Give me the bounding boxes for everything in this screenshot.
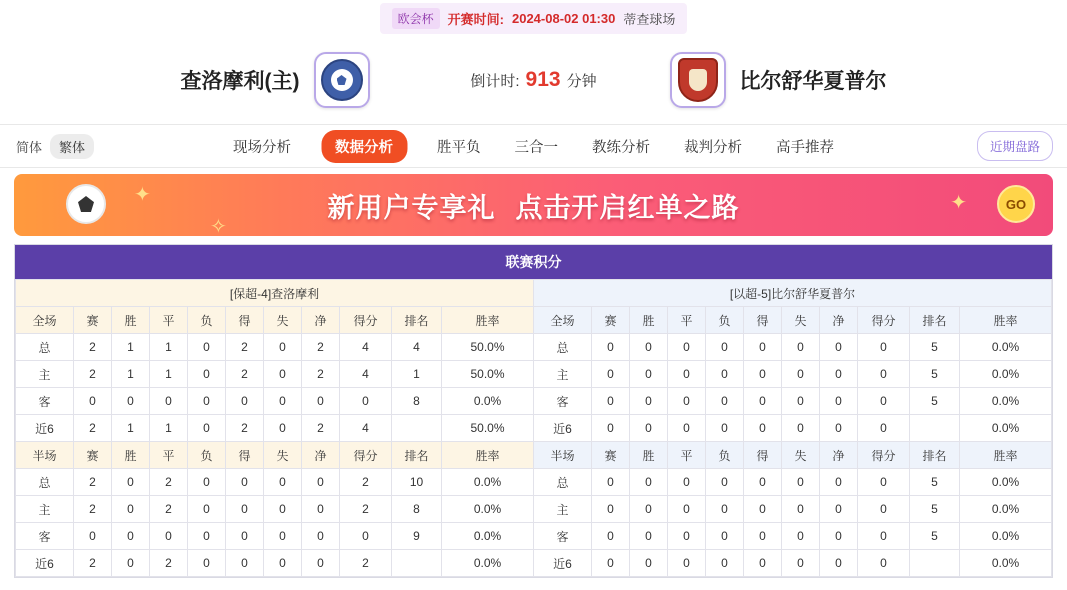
column-header: 赛 (74, 442, 112, 469)
stat-cell: 0 (668, 496, 706, 523)
table-row (16, 388, 1052, 415)
stat-cell: 0 (706, 415, 744, 442)
stat-cell: 0 (820, 550, 858, 577)
stat-cell: 50.0% (442, 415, 534, 442)
stat-cell: 0 (668, 523, 706, 550)
stat-cell: 0 (226, 523, 264, 550)
stat-cell: 0.0% (960, 334, 1052, 361)
right-team-header: [以超-5]比尔舒华夏普尔 (534, 280, 1052, 307)
row-label: 总 (534, 469, 592, 496)
stat-cell: 2 (226, 334, 264, 361)
stat-cell: 4 (340, 334, 392, 361)
stat-cell: 1 (150, 334, 188, 361)
stat-cell: 0 (820, 361, 858, 388)
column-header: 得分 (858, 307, 910, 334)
stat-cell: 0 (706, 469, 744, 496)
stat-cell: 1 (392, 361, 442, 388)
panel-title: 联赛积分 (15, 245, 1052, 279)
stat-cell: 5 (910, 388, 960, 415)
stat-cell: 0 (706, 388, 744, 415)
promo-banner[interactable] (14, 174, 1053, 236)
row-label: 近6 (534, 550, 592, 577)
column-header: 平 (150, 307, 188, 334)
sparkle-icon: ✧ (210, 216, 227, 236)
stat-cell: 2 (74, 334, 112, 361)
column-header: 负 (188, 307, 226, 334)
stat-cell: 0 (782, 334, 820, 361)
home-team-name: 查洛摩利(主) (180, 70, 300, 93)
stat-cell: 0 (630, 361, 668, 388)
column-header: 胜 (630, 307, 668, 334)
stat-cell: 0 (302, 550, 340, 577)
stat-cell: 2 (74, 550, 112, 577)
language-switcher[interactable] (14, 134, 94, 159)
tab-live-analysis[interactable]: 现场分析 (233, 139, 291, 156)
table-row (16, 523, 1052, 550)
stat-cell: 2 (302, 361, 340, 388)
stat-cell: 1 (150, 415, 188, 442)
stat-cell: 0 (782, 361, 820, 388)
column-header: 排名 (910, 307, 960, 334)
stat-cell: 0.0% (442, 496, 534, 523)
stat-cell: 0 (592, 388, 630, 415)
stat-cell: 0.0% (960, 388, 1052, 415)
promo-text-right: 点击开启红单之路 (515, 192, 740, 223)
stat-cell: 0 (858, 523, 910, 550)
stat-cell: 0 (226, 496, 264, 523)
stat-cell (392, 415, 442, 442)
countdown-label: 倒计时: (470, 73, 520, 90)
column-header: 净 (302, 442, 340, 469)
stat-cell: 0 (188, 334, 226, 361)
stat-cell: 1 (112, 415, 150, 442)
stat-cell: 0 (668, 334, 706, 361)
tab-referee-analysis[interactable]: 裁判分析 (684, 139, 742, 156)
stat-cell: 0.0% (960, 550, 1052, 577)
stat-cell: 0 (668, 469, 706, 496)
stat-cell: 5 (910, 334, 960, 361)
stat-cell: 0 (74, 523, 112, 550)
column-header: 负 (706, 307, 744, 334)
stat-cell: 0 (820, 469, 858, 496)
stat-cell: 0 (668, 415, 706, 442)
row-label: 主 (16, 361, 74, 388)
column-header: 赛 (592, 307, 630, 334)
stat-cell: 0 (226, 469, 264, 496)
row-label: 近6 (16, 550, 74, 577)
go-circle-icon[interactable]: GO (997, 185, 1035, 223)
stat-cell: 0 (188, 523, 226, 550)
stat-cell: 0 (340, 388, 392, 415)
row-label: 客 (534, 523, 592, 550)
stat-cell: 2 (340, 469, 392, 496)
row-label: 客 (534, 388, 592, 415)
stat-cell: 0 (302, 523, 340, 550)
tab-coach-analysis[interactable]: 教练分析 (592, 139, 650, 156)
stat-cell: 0 (188, 496, 226, 523)
stat-cell: 0.0% (442, 550, 534, 577)
recent-odds-button[interactable]: 近期盘路 (977, 131, 1053, 161)
stat-cell: 0 (150, 523, 188, 550)
stat-cell: 0 (188, 388, 226, 415)
stat-cell: 4 (392, 334, 442, 361)
column-header: 失 (264, 442, 302, 469)
stat-cell: 0 (264, 361, 302, 388)
column-header: 净 (820, 307, 858, 334)
stat-cell: 0 (820, 496, 858, 523)
row-label: 总 (534, 334, 592, 361)
stat-cell: 0 (264, 550, 302, 577)
column-header: 排名 (910, 442, 960, 469)
stat-cell: 0 (188, 550, 226, 577)
stat-cell: 2 (340, 550, 392, 577)
stat-cell: 0 (782, 496, 820, 523)
stat-cell: 0.0% (960, 469, 1052, 496)
stat-cell: 50.0% (442, 361, 534, 388)
column-header: 胜 (112, 442, 150, 469)
stat-cell: 0 (592, 415, 630, 442)
stat-cell: 2 (302, 415, 340, 442)
stat-cell: 0.0% (960, 415, 1052, 442)
stat-cell: 0 (112, 469, 150, 496)
row-label: 近6 (534, 415, 592, 442)
home-team[interactable] (181, 52, 370, 108)
stat-cell: 0 (592, 469, 630, 496)
column-header: 负 (188, 442, 226, 469)
stat-cell: 0 (592, 496, 630, 523)
stat-cell: 0 (592, 334, 630, 361)
stat-cell: 0 (706, 334, 744, 361)
stat-cell: 0 (302, 496, 340, 523)
stat-cell: 0 (630, 469, 668, 496)
table-row (16, 415, 1052, 442)
stat-cell: 0.0% (960, 523, 1052, 550)
row-scope-header: 全场 (534, 307, 592, 334)
stat-cell: 0 (668, 388, 706, 415)
row-scope-header: 半场 (16, 442, 74, 469)
stat-cell: 0 (226, 388, 264, 415)
stat-cell: 5 (910, 469, 960, 496)
stat-cell: 0 (264, 496, 302, 523)
stat-cell: 5 (910, 361, 960, 388)
stat-cell: 2 (74, 361, 112, 388)
stat-cell: 0.0% (442, 388, 534, 415)
stat-cell: 0 (858, 388, 910, 415)
stat-cell: 9 (392, 523, 442, 550)
stat-cell: 2 (74, 415, 112, 442)
table-row (16, 334, 1052, 361)
table-row (16, 550, 1052, 577)
stat-cell (910, 550, 960, 577)
stat-cell: 0 (630, 334, 668, 361)
tab-expert-picks[interactable]: 高手推荐 (776, 139, 834, 156)
column-header: 得 (226, 442, 264, 469)
home-team-crest-icon (314, 52, 370, 108)
row-scope-header: 半场 (534, 442, 592, 469)
stat-cell: 2 (226, 361, 264, 388)
stat-cell: 0 (782, 388, 820, 415)
stat-cell: 0 (858, 550, 910, 577)
kickoff-time: 2024-08-02 01:30 (511, 10, 616, 26)
row-label: 主 (16, 496, 74, 523)
stat-cell: 0 (858, 415, 910, 442)
stat-cell: 0 (744, 496, 782, 523)
row-label: 客 (16, 388, 74, 415)
row-scope-header: 全场 (16, 307, 74, 334)
stat-cell: 0 (112, 550, 150, 577)
stat-cell: 50.0% (442, 334, 534, 361)
row-label: 总 (16, 334, 74, 361)
stat-cell: 0 (226, 550, 264, 577)
stat-cell: 0 (820, 523, 858, 550)
stat-cell: 0 (706, 496, 744, 523)
column-header: 胜率 (960, 307, 1052, 334)
stat-cell (910, 415, 960, 442)
stat-cell (392, 550, 442, 577)
standings-table (15, 279, 1052, 577)
stat-cell: 5 (910, 496, 960, 523)
stat-cell: 5 (910, 523, 960, 550)
stat-cell: 0 (744, 469, 782, 496)
lang-traditional[interactable]: 繁体 (50, 134, 94, 159)
left-team-header: [保超-4]查洛摩利 (16, 280, 534, 307)
stat-cell: 1 (150, 361, 188, 388)
column-header: 失 (782, 442, 820, 469)
stat-cell: 0 (112, 388, 150, 415)
stat-cell: 0 (264, 388, 302, 415)
column-header: 胜率 (442, 307, 534, 334)
away-team-name: 比尔舒华夏普尔 (739, 70, 887, 93)
stat-cell: 0.0% (442, 469, 534, 496)
stat-cell: 0 (744, 361, 782, 388)
column-header: 负 (706, 442, 744, 469)
column-header: 平 (668, 442, 706, 469)
column-header: 赛 (74, 307, 112, 334)
stat-cell: 0 (706, 523, 744, 550)
column-header: 胜 (630, 442, 668, 469)
stat-cell: 0 (820, 388, 858, 415)
stat-cell: 0 (820, 334, 858, 361)
team-header-row (16, 280, 1052, 307)
standings-body (16, 280, 1052, 577)
column-header-row (16, 442, 1052, 469)
stat-cell: 0 (630, 415, 668, 442)
column-header: 净 (820, 442, 858, 469)
stat-cell: 0 (188, 469, 226, 496)
stat-cell: 0 (858, 496, 910, 523)
sparkle-icon: ✦ (950, 192, 967, 214)
table-row (16, 469, 1052, 496)
stat-cell: 0 (706, 361, 744, 388)
row-label: 近6 (16, 415, 74, 442)
column-header: 平 (150, 442, 188, 469)
stat-cell: 2 (74, 496, 112, 523)
stat-cell: 0 (150, 388, 188, 415)
stat-cell: 10 (392, 469, 442, 496)
stat-cell: 0 (264, 523, 302, 550)
lang-simplified[interactable]: 简体 (16, 139, 43, 155)
table-row (16, 361, 1052, 388)
sparkle-icon: ✦ (134, 184, 151, 206)
stat-cell: 0 (744, 550, 782, 577)
stat-cell: 2 (302, 334, 340, 361)
table-row (16, 496, 1052, 523)
column-header-row (16, 307, 1052, 334)
row-label: 总 (16, 469, 74, 496)
stat-cell: 0 (706, 550, 744, 577)
column-header: 平 (668, 307, 706, 334)
stat-cell: 0 (74, 388, 112, 415)
row-label: 客 (16, 523, 74, 550)
stat-cell: 0 (592, 361, 630, 388)
column-header: 得分 (858, 442, 910, 469)
away-team[interactable] (670, 52, 887, 108)
nav-items (229, 130, 838, 163)
away-team-crest-icon (670, 52, 726, 108)
row-label: 主 (534, 496, 592, 523)
stat-cell: 2 (74, 469, 112, 496)
stat-cell: 8 (392, 496, 442, 523)
stat-cell: 0 (630, 523, 668, 550)
match-info-pill (380, 3, 688, 34)
stat-cell: 0 (592, 523, 630, 550)
stat-cell: 2 (226, 415, 264, 442)
promo-text-left: 新用户专享礼 (327, 192, 496, 223)
teams-header (0, 36, 1067, 124)
stat-cell: 0 (858, 334, 910, 361)
stat-cell: 0 (188, 361, 226, 388)
stat-cell: 0 (340, 523, 392, 550)
stat-cell: 0 (782, 523, 820, 550)
stat-cell: 0 (668, 361, 706, 388)
football-icon (66, 184, 106, 224)
stat-cell: 4 (340, 415, 392, 442)
stat-cell: 0 (302, 388, 340, 415)
league-standings-panel (14, 244, 1053, 578)
stat-cell: 0.0% (960, 361, 1052, 388)
stat-cell: 0 (112, 496, 150, 523)
stat-cell: 0 (188, 415, 226, 442)
stat-cell: 0 (782, 415, 820, 442)
stat-cell: 0 (858, 469, 910, 496)
kickoff-label: 开赛时间: (447, 11, 504, 27)
column-header: 胜 (112, 307, 150, 334)
column-header: 得 (744, 442, 782, 469)
stat-cell: 0 (112, 523, 150, 550)
countdown-unit: 分钟 (566, 73, 597, 90)
countdown-value: 913 (525, 68, 561, 91)
column-header: 失 (782, 307, 820, 334)
stat-cell: 0 (782, 469, 820, 496)
stat-cell: 0 (630, 550, 668, 577)
stat-cell: 0 (744, 415, 782, 442)
countdown (470, 68, 596, 92)
column-header: 得 (226, 307, 264, 334)
stat-cell: 0 (264, 415, 302, 442)
nav-bar (0, 124, 1067, 168)
stat-cell: 1 (112, 361, 150, 388)
stat-cell: 0 (858, 361, 910, 388)
match-info-bar (0, 0, 1067, 36)
stat-cell: 0 (744, 523, 782, 550)
stat-cell: 0 (592, 550, 630, 577)
stat-cell: 0 (668, 550, 706, 577)
stat-cell: 1 (112, 334, 150, 361)
stat-cell: 2 (150, 496, 188, 523)
row-label: 主 (534, 361, 592, 388)
stat-cell: 0 (264, 334, 302, 361)
stat-cell: 8 (392, 388, 442, 415)
promo-banner-text (328, 186, 740, 225)
column-header: 胜率 (442, 442, 534, 469)
tab-win-draw-loss[interactable]: 胜平负 (437, 139, 481, 156)
column-header: 排名 (392, 442, 442, 469)
stat-cell: 0.0% (442, 523, 534, 550)
column-header: 得分 (340, 307, 392, 334)
competition-badge: 欧会杯 (392, 8, 440, 29)
column-header: 得 (744, 307, 782, 334)
column-header: 排名 (392, 307, 442, 334)
stat-cell: 0 (264, 469, 302, 496)
column-header: 净 (302, 307, 340, 334)
stat-cell: 2 (150, 469, 188, 496)
stat-cell: 0 (302, 469, 340, 496)
tab-data-analysis[interactable]: 数据分析 (321, 130, 407, 163)
stat-cell: 2 (340, 496, 392, 523)
column-header: 赛 (592, 442, 630, 469)
column-header: 得分 (340, 442, 392, 469)
stat-cell: 0 (782, 550, 820, 577)
column-header: 失 (264, 307, 302, 334)
stat-cell: 0 (630, 496, 668, 523)
stat-cell: 0 (630, 388, 668, 415)
column-header: 胜率 (960, 442, 1052, 469)
stat-cell: 4 (340, 361, 392, 388)
stat-cell: 0 (744, 388, 782, 415)
venue-name: 蒂查球场 (623, 11, 676, 27)
stat-cell: 0.0% (960, 496, 1052, 523)
stat-cell: 0 (820, 415, 858, 442)
tab-three-in-one[interactable]: 三合一 (514, 139, 558, 156)
stat-cell: 0 (744, 334, 782, 361)
stat-cell: 2 (150, 550, 188, 577)
